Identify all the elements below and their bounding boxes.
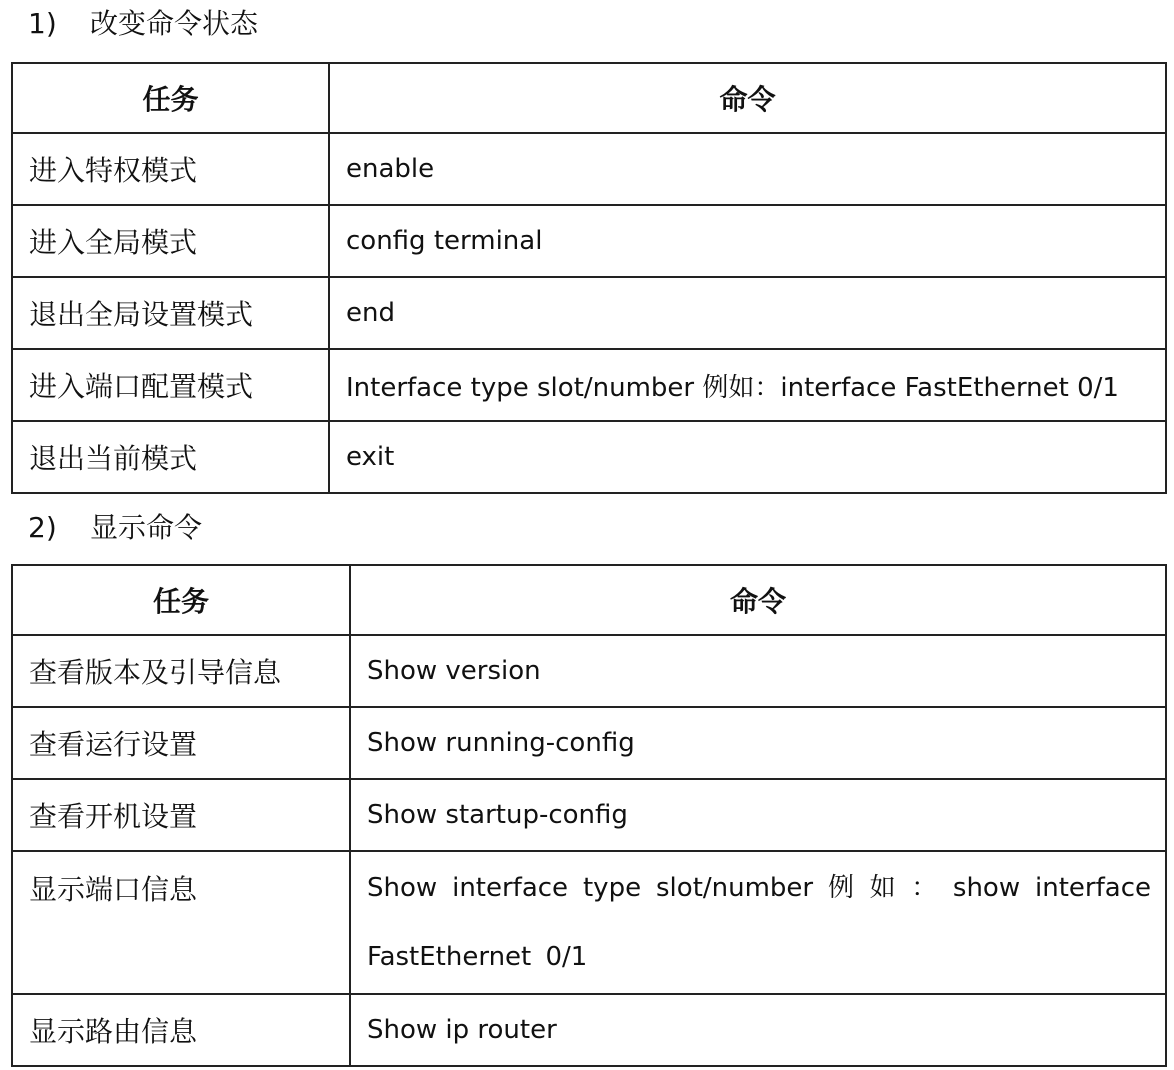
command-cell: Show running-config bbox=[350, 707, 1166, 779]
command-cell: Show ip router bbox=[350, 994, 1166, 1066]
task-cell: 退出全局设置模式 bbox=[12, 277, 329, 349]
table-header-row bbox=[12, 565, 1166, 635]
command-cell: exit bbox=[329, 421, 1166, 493]
command-cell: Show startup-config bbox=[350, 779, 1166, 851]
task-cell: 退出当前模式 bbox=[12, 421, 329, 493]
header-task: 任务 bbox=[12, 63, 329, 133]
section-title: 改变命令状态 bbox=[90, 7, 259, 40]
command-cell: config terminal bbox=[329, 205, 1166, 277]
table-row bbox=[12, 851, 1166, 994]
command-cell: Show interface type slot/number 例 如 ： show interface FastEthernet 0/1 bbox=[350, 851, 1166, 994]
task-cell: 显示路由信息 bbox=[12, 994, 350, 1066]
command-cell: Show version bbox=[350, 635, 1166, 707]
task-cell: 进入端口配置模式 bbox=[12, 349, 329, 421]
section-number: 2) bbox=[28, 511, 57, 544]
table-row bbox=[12, 133, 1166, 205]
show-commands-table bbox=[11, 564, 1167, 1067]
table-row bbox=[12, 349, 1166, 421]
mode-commands-table bbox=[11, 62, 1167, 494]
header-command: 命令 bbox=[350, 565, 1166, 635]
command-cell: enable bbox=[329, 133, 1166, 205]
task-cell: 进入全局模式 bbox=[12, 205, 329, 277]
table-header-row bbox=[12, 63, 1166, 133]
table-row bbox=[12, 421, 1166, 493]
header-command: 命令 bbox=[329, 63, 1166, 133]
task-cell: 查看运行设置 bbox=[12, 707, 350, 779]
table-row bbox=[12, 707, 1166, 779]
task-cell: 查看版本及引导信息 bbox=[12, 635, 350, 707]
table-row bbox=[12, 994, 1166, 1066]
section-heading-1 bbox=[28, 4, 258, 44]
table-row bbox=[12, 779, 1166, 851]
section-title: 显示命令 bbox=[90, 511, 203, 544]
table-row bbox=[12, 205, 1166, 277]
task-cell: 显示端口信息 bbox=[12, 851, 350, 994]
command-cell: Interface type slot/number 例如：interface FastEthernet 0/1 bbox=[329, 349, 1166, 421]
command-cell: end bbox=[329, 277, 1166, 349]
task-cell: 进入特权模式 bbox=[12, 133, 329, 205]
section-number: 1) bbox=[28, 7, 57, 40]
table-row bbox=[12, 277, 1166, 349]
section-heading-2 bbox=[28, 508, 202, 548]
task-cell: 查看开机设置 bbox=[12, 779, 350, 851]
table-row bbox=[12, 635, 1166, 707]
header-task: 任务 bbox=[12, 565, 350, 635]
